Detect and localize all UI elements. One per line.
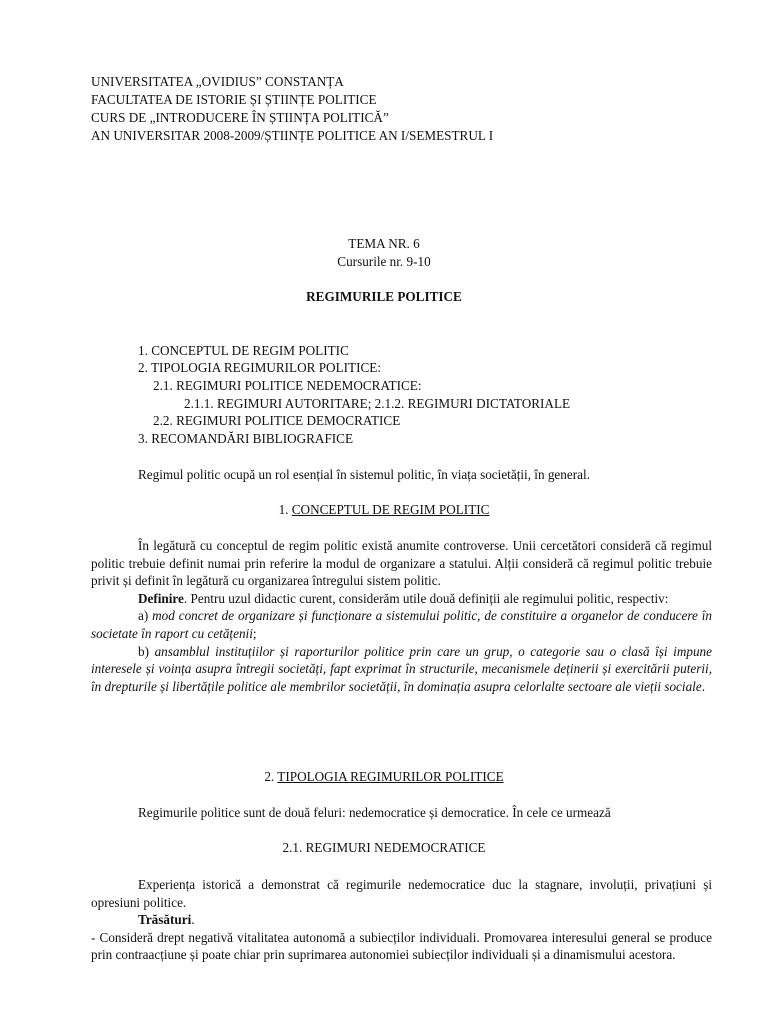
section-body xyxy=(91,876,712,964)
toc-item: 2.2. REGIMURI POLITICE DEMOCRATICE xyxy=(153,413,401,428)
faculty-name: FACULTATEA DE ISTORIE ȘI ȘTIINȚE POLITICE xyxy=(91,92,377,107)
theme-number: TEMA NR. 6 xyxy=(348,236,420,251)
paragraph: În legătură cu conceptul de regim politic există anumite controverse. Unii cercetători consideră că regimul politic trebuie definit numai prin referire la modul de organizare a statului. Alții consideră că regimul politic trebuie privit și definit în legătură cu organizarea întregului sistem politic. xyxy=(91,538,712,589)
toc-item: 3. RECOMANDĂRI BIBLIOGRAFICE xyxy=(138,431,354,446)
document-title: REGIMURILE POLITICE xyxy=(306,289,462,304)
definition-b: b) ansamblul instituțiilor și raporturilor politice prin care un grup, o categorie sau o clasă își impune interesele și voința asupra întregii societăți, fapt exprimat în structurile, mecanismele deținerii și exercitării puterii, în drepturile și libertățile politice ale membrilor societății, în dominația asupra celorlalte sectoare ale vieții sociale. xyxy=(91,643,712,694)
intro-text: Regimul politic ocupă un rol esențial în sistemul politic, în viața societății, în general. xyxy=(138,467,590,482)
paragraph: Regimurile politice sunt de două feluri: nedemocratice și democratice. În cele ce urmează xyxy=(138,805,611,820)
features-label: Trăsături. xyxy=(138,912,195,928)
course-name: CURS DE „INTRODUCERE ÎN ȘTIINȚA POLITICĂ” xyxy=(91,110,389,125)
paragraph: - Consideră drept negativă vitalitatea autonomă a subiecților individuali. Promovarea interesului general se produce prin contraacțiune și poate chiar prin suprimarea autonomiei subiecților individuali și a dinamismului acestora. xyxy=(91,929,712,963)
section-heading: 1. CONCEPTUL DE REGIM POLITIC xyxy=(278,502,490,517)
section-heading: 2. TIPOLOGIA REGIMURILOR POLITICE xyxy=(264,769,504,784)
paragraph: Experiența istorică a demonstrat că regimurile nedemocratice duc la stagnare, involuții, privațiuni și opresiuni politice. xyxy=(91,877,712,910)
university-name: UNIVERSITATEA „OVIDIUS” CONSTANȚA xyxy=(91,74,344,89)
toc-item: 2.1. REGIMURI POLITICE NEDEMOCRATICE: xyxy=(153,378,422,393)
academic-year: AN UNIVERSITAR 2008-2009/ȘTIINȚE POLITICE AN I/SEMESTRUL I xyxy=(91,128,494,143)
toc-item: 2.1.1. REGIMURI AUTORITARE; 2.1.2. REGIMURI DICTATORIALE xyxy=(184,396,571,411)
toc-item: 1. CONCEPTUL DE REGIM POLITIC xyxy=(138,343,349,358)
definition-paragraph: Definire. Pentru uzul didactic curent, considerăm utile două definiții ale regimului politic, respectiv: xyxy=(138,590,669,606)
section-body xyxy=(91,537,712,695)
theme-courses: Cursurile nr. 9-10 xyxy=(337,254,431,269)
definition-label: Definire xyxy=(138,590,184,606)
definition-a: a) mod concret de organizare și funcționare a sistemului politic, de constituire a organelor de conducere în societate în raport cu cetățenii; xyxy=(91,608,712,641)
subsection-heading: 2.1. REGIMURI NEDEMOCRATICE xyxy=(282,840,486,855)
toc-item: 2. TIPOLOGIA REGIMURILOR POLITICE: xyxy=(138,360,381,375)
